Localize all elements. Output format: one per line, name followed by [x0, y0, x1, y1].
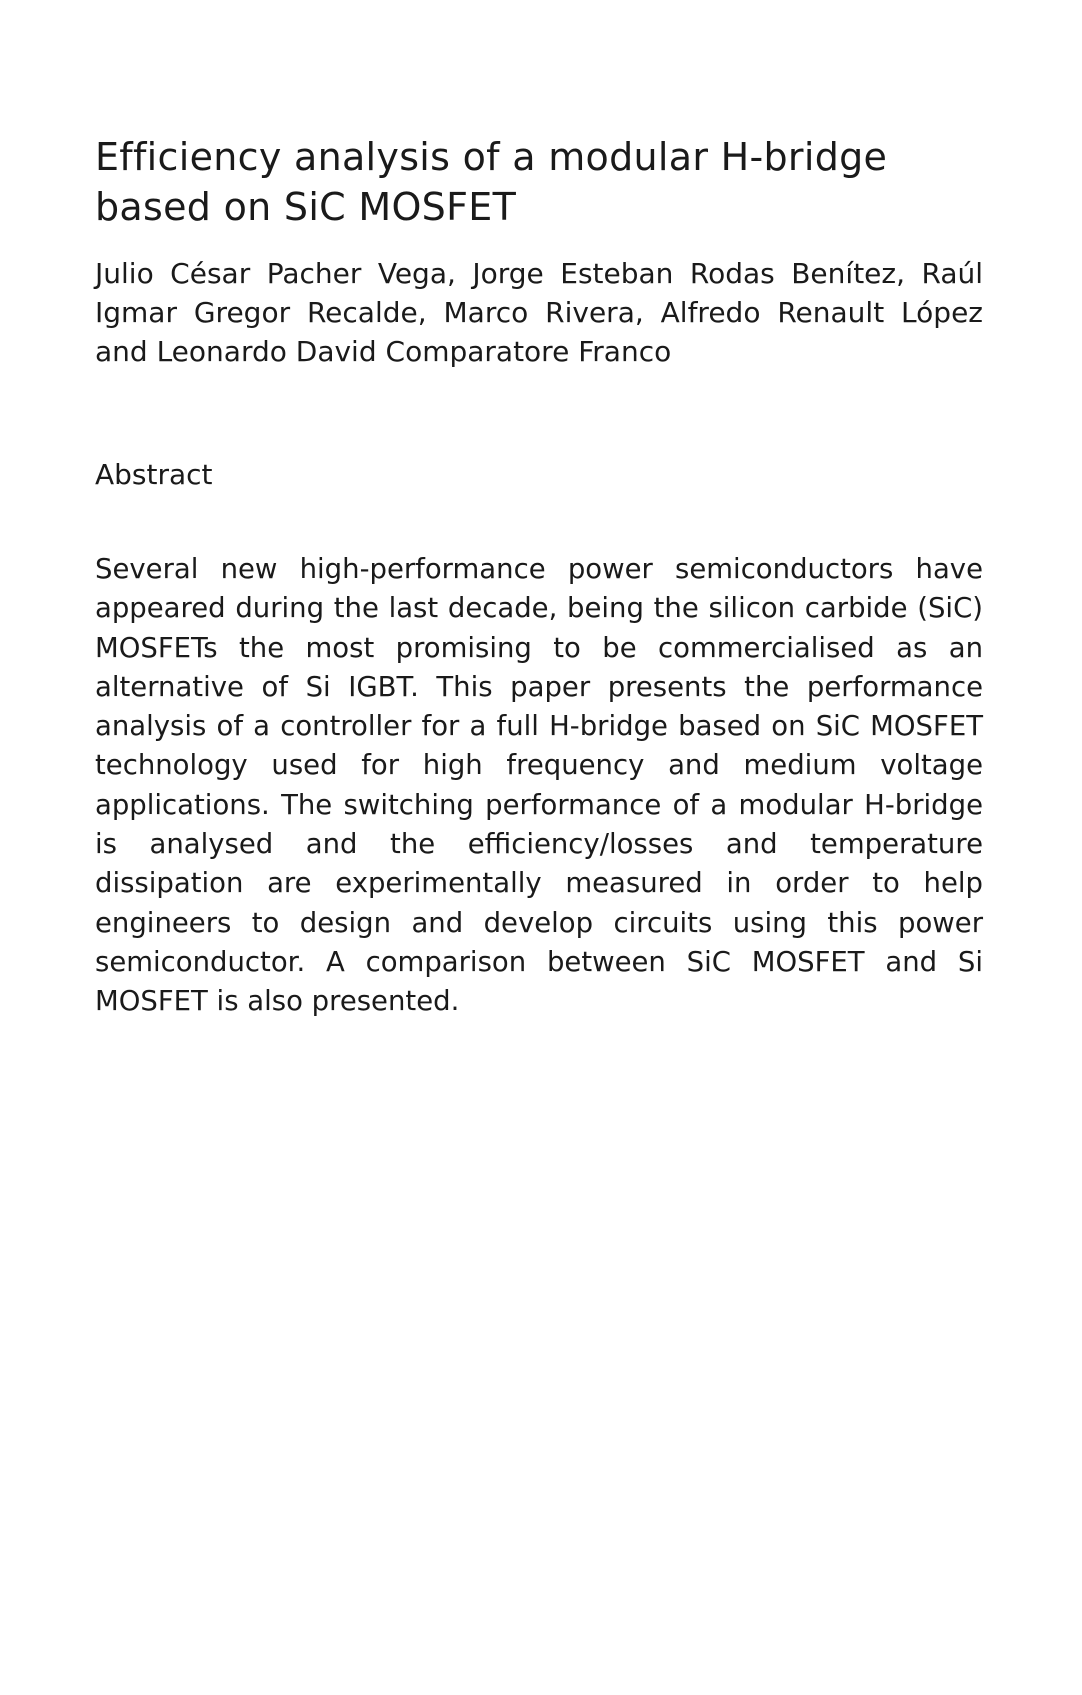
abstract-heading: Abstract — [95, 458, 213, 491]
paper-title: Efficiency analysis of a modular H-bridge based on SiC MOSFET — [95, 135, 888, 229]
author-list: Julio César Pacher Vega, Jorge Esteban Rodas Benítez, Raúl Igmar Gregor Recalde, Marco Rivera, Alfredo Renault López and Leonardo David Comparatore Franco — [95, 257, 983, 368]
abstract-body: Several new high-performance power semiconductors have appeared during the last decade, being the silicon carbide (SiC) MOSFETs the most promising to be commercialised as an alternative of Si IGBT. This paper presents the performance analysis of a controller for a full H-bridge based on SiC MOSFET technology used for high frequency and medium voltage applications. The switching performance of a modular H-bridge is analysed and the efficiency/losses and temperature dissipation are experimentally measured in order to help engineers to design and develop circuits using this power semiconductor. A comparison between SiC MOSFET and Si MOSFET is also presented. — [95, 553, 983, 1018]
paper-page — [95, 132, 983, 1022]
